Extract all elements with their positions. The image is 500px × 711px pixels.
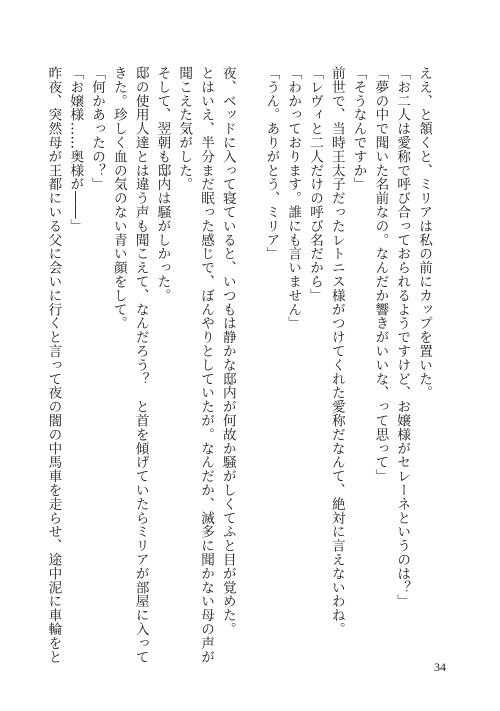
text-line: 「お嬢様……奥様が――」 <box>67 66 84 233</box>
text-line: 「夢の中で聞いた名前なの。なんだか響きがいいな、って思って」 <box>372 66 389 483</box>
text-line: 聞こえた気がした。 <box>176 66 193 192</box>
vertical-text-block <box>45 66 434 664</box>
page-number: 34 <box>434 660 446 674</box>
text-line: 夜、ベッドに入って寝ていると、いつもは静かな邸内が何故か騒がしくてふと目が覚めた。 <box>219 66 236 636</box>
text-line: 「お二人は愛称で呼び合っておられるようですけど、お嬢様がセレーネというのは？」 <box>394 66 411 609</box>
text-line: 「何かあったの？」 <box>89 66 106 192</box>
text-line: 「レヴィと二人だけの呼び名だから」 <box>307 66 324 303</box>
text-line: きた。珍しく血の気のない青い顔をして。 <box>110 66 127 331</box>
text-line: 「わかっております。誰にも言いません」 <box>285 66 302 331</box>
text-line: 前世で、当時王太子だったレトニス様がつけてくれた愛称だなんて、絶対に言えないわね。 <box>328 66 345 636</box>
text-line: ええ、と頷くと、ミリアは私の前にカップを置いた。 <box>416 66 432 400</box>
text-line: 「そうなんですか」 <box>350 66 367 192</box>
blank-line <box>238 66 260 626</box>
text-line: 「うん。ありがとう、ミリア」 <box>263 66 280 261</box>
text-line: 邸の使用人達とは違う声も聞こえて、なんだろう？ と首を傾げていたらミリアが部屋に入って <box>132 66 149 664</box>
text-line: そして、翌朝も邸内は騒がしかった。 <box>154 66 171 303</box>
text-line: とはいえ、半分まだ眠った感じで、ぼんやりとしていたが。なんだか、滅多に聞かない母の声が <box>198 66 215 664</box>
text-line: 昨夜、突然母が王都にいる父に会いに行くと言って夜の闇の中馬車を走らせ、途中泥に車輪をと <box>45 66 62 664</box>
